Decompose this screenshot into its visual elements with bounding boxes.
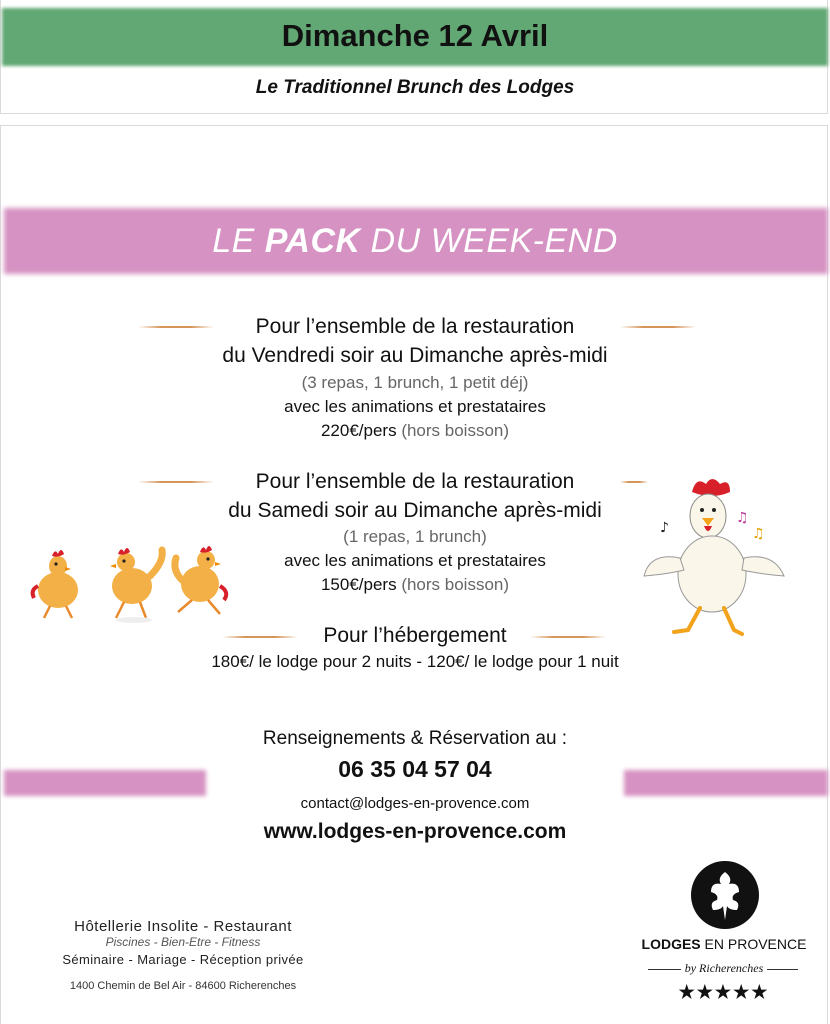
footer-wellness: Piscines - Bien-Etre - Fitness xyxy=(105,935,261,949)
pack-title-prefix: LE xyxy=(212,222,265,260)
logo-name-rest: EN PROVENCE xyxy=(700,936,807,952)
offer-1-period: du Vendredi soir au Dimanche après-midi xyxy=(222,344,608,367)
logo-tagline xyxy=(624,961,824,976)
pack-title xyxy=(0,222,830,261)
offer-1-title: Pour l’ensemble de la restauration xyxy=(255,315,575,338)
contact-email[interactable]: contact@lodges-en-provence.com xyxy=(300,795,530,812)
footer-services: Hôtellerie Insolite - Restaurant xyxy=(74,918,292,935)
offer-1-price-note: (hors boisson) xyxy=(396,421,510,440)
lodging-title: Pour l’hébergement xyxy=(323,624,507,647)
music-note-icon: ♫ xyxy=(752,526,765,542)
dancing-chickens-icon xyxy=(30,540,240,625)
offer-1-meals: (3 repas, 1 brunch, 1 petit déj) xyxy=(301,373,529,392)
contact-label: Renseignements & Réservation au : xyxy=(262,728,568,749)
pack-title-suffix: DU WEEK-END xyxy=(360,222,618,260)
footer-events: Séminaire - Mariage - Réception privée xyxy=(62,952,304,967)
dancing-hen-icon xyxy=(640,476,790,638)
music-note-icon: ♫ xyxy=(736,510,749,526)
logo-tagline-text: by Richerenches xyxy=(681,961,768,975)
music-note-icon: ♪ xyxy=(660,520,669,536)
contact-website[interactable]: www.lodges-en-provence.com xyxy=(263,820,567,843)
offer-1-extras: avec les animations et prestataires xyxy=(284,397,546,416)
contact-phone[interactable]: 06 35 04 57 04 xyxy=(338,756,492,782)
event-subtitle: Le Traditionnel Brunch des Lodges xyxy=(255,77,575,98)
logo-stars: ★★★★★ xyxy=(678,982,770,1002)
offer-2-meals: (1 repas, 1 brunch) xyxy=(343,527,487,546)
offer-2-price-note: (hors boisson) xyxy=(396,575,510,594)
offer-1-price: 220€/pers xyxy=(320,421,397,440)
pack-title-bold: PACK xyxy=(264,222,361,260)
chicken-icon xyxy=(110,548,162,623)
oak-leaf-icon xyxy=(690,860,760,930)
offer-2-period: du Samedi soir au Dimanche après-midi xyxy=(228,499,602,522)
chicken-icon xyxy=(33,550,78,618)
logo-name xyxy=(624,936,824,952)
offer-2-title: Pour l’ensemble de la restauration xyxy=(255,470,575,493)
offer-2-extras: avec les animations et prestataires xyxy=(284,551,546,570)
lodging-prices: 180€/ le lodge pour 2 nuits - 120€/ le lodge pour 1 nuit xyxy=(211,652,619,671)
logo-name-bold: LODGES xyxy=(641,936,701,952)
chicken-icon xyxy=(175,546,226,614)
footer-address: 1400 Chemin de Bel Air - 84600 Richerenches xyxy=(69,980,297,992)
event-date-title: Dimanche 12 Avril xyxy=(281,18,549,53)
offer-1-price-line xyxy=(0,421,830,441)
offer-2-price: 150€/pers xyxy=(320,575,397,594)
